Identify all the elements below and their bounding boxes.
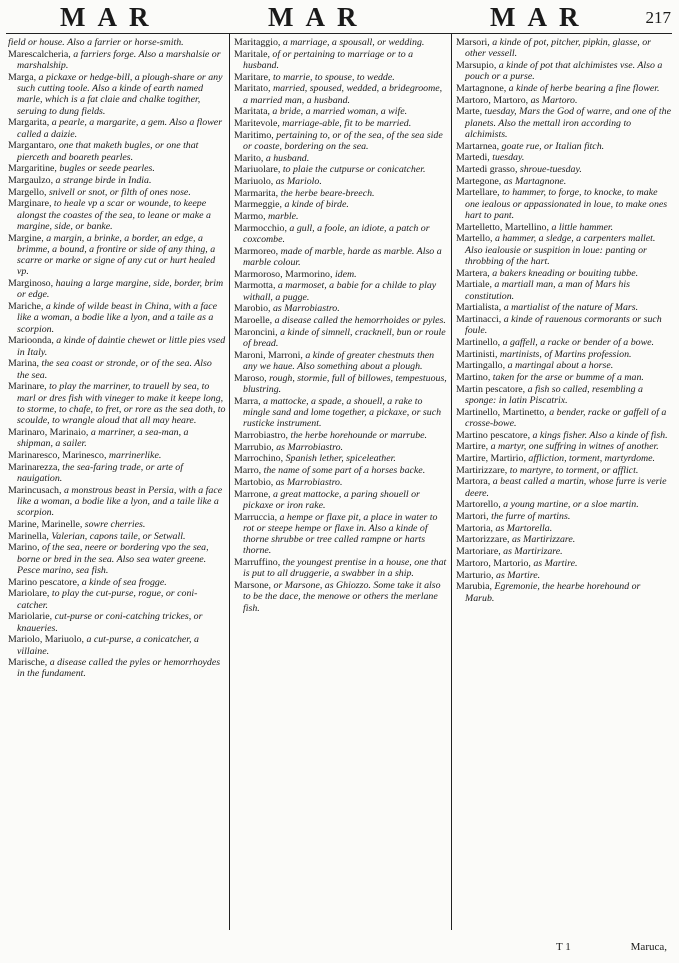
headword: Martino, — [456, 372, 491, 384]
dictionary-entry — [234, 199, 447, 210]
headword: Maroso, — [234, 372, 267, 384]
dictionary-entry — [456, 279, 672, 302]
dictionary-entry — [456, 523, 672, 534]
dictionary-entry — [234, 396, 447, 430]
definition: a marmoset, a babie for a childe to play withall, a pugge. — [243, 280, 437, 303]
definition: as Marrobiastro. — [275, 476, 343, 488]
definition: a martiall man, a man of Mars his constitution. — [465, 279, 630, 302]
headword: Martire, — [456, 441, 489, 453]
definition: a strange birde in India. — [55, 174, 152, 186]
definition: a bride, a married woman, a wife. — [272, 106, 408, 118]
dictionary-entry — [8, 450, 226, 461]
headword: Martingallo, — [456, 360, 506, 372]
headword: Margaulzo, — [8, 174, 54, 186]
dictionary-entry — [456, 546, 672, 557]
definition: a kinde of sea frogge. — [81, 576, 167, 588]
dictionary-entry — [8, 278, 226, 301]
definition: a kinde of wilde beast in China, with a face like a woman, a bodie like a lyon, and a taile as a scorpion. — [17, 301, 217, 335]
headword: Marginoso, — [8, 278, 54, 290]
dictionary-entry — [234, 188, 447, 199]
dictionary-entry — [456, 106, 672, 140]
headword: Martedi, — [456, 152, 490, 164]
headword: Marturio, — [456, 569, 494, 581]
definition: of the sea, neere or bordering vpo the sea, borne or bred in the sea. Also sea water greene. Pesce marino, sea fish. — [17, 542, 209, 576]
definition: hauing a large margine, side, border, brim or edge. — [17, 278, 224, 301]
headword: Marmotta, — [234, 280, 276, 292]
dictionary-entry — [234, 106, 447, 117]
dictionary-entry — [456, 164, 672, 175]
dictionary-entry — [456, 337, 672, 348]
headword: Marruffino, — [234, 557, 281, 569]
headword: Mariolarie, — [8, 611, 53, 623]
headword: Marmo, — [234, 211, 266, 223]
definition: a kinde of herbe bearing a fine flower. — [508, 82, 660, 94]
definition: Valerian, capons taile, or Setwall. — [51, 530, 186, 542]
definition: cut-purse or coni-catching trickes, or knaueries. — [17, 611, 203, 634]
headword: Marsone, — [234, 580, 272, 592]
headword: Marra, — [234, 395, 261, 407]
dictionary-entry — [8, 657, 226, 680]
definition: a beast called a martin, whose furre is verie deere. — [465, 476, 667, 499]
definition: the herbe horehounde or marrube. — [290, 430, 427, 442]
headword: Martoro, Martoro, — [456, 94, 529, 106]
definition: to hammer, to forge, to knocke, to make one iealous or appassionated in loue, to make ones hart to pant. — [465, 187, 668, 221]
headword: Marinarezza, — [8, 461, 60, 473]
headword: Maroelle, — [234, 315, 273, 327]
headword: Martori, — [456, 511, 489, 523]
dictionary-entry — [8, 634, 226, 657]
headword: Marinaresco, Marinesco, — [8, 449, 107, 461]
dictionary-entry — [234, 176, 447, 187]
headword: Marino pescatore, — [8, 576, 80, 588]
headword: Martirizzare, — [456, 464, 508, 476]
headword: Margaritine, — [8, 163, 57, 175]
dictionary-entry — [456, 534, 672, 545]
column-divider-2 — [451, 33, 452, 930]
dictionary-entry — [234, 164, 447, 175]
definition: a kinde of pot that alchimistes vse. Also a pouch or a purse. — [465, 59, 663, 83]
definition: as Martoro. — [530, 94, 578, 106]
dictionary-entry — [456, 187, 672, 221]
definition: a mattocke, a spade, a shouell, a rake to mingle sand and lome together, a pickaxe, or such rusticke instrument. — [243, 395, 442, 430]
dictionary-entry — [234, 350, 447, 373]
dictionary-entry — [234, 153, 447, 164]
headword: Martegone, — [456, 175, 502, 187]
headword: Marmoroso, Marmorino, — [234, 268, 333, 280]
definition: the sea coast or stronde, or of the sea. Also the sea. — [17, 358, 212, 381]
definition: tuesday. — [492, 152, 525, 164]
definition: a disease called the pyles or hemorrhoydes in the fundament. — [17, 657, 221, 680]
dictionary-entry — [456, 141, 672, 152]
definition: a bakers kneading or bouiting tubbe. — [492, 267, 639, 279]
definition: a great mattocke, a paring shouell or pickaxe or iron rake. — [243, 488, 420, 511]
dictionary-entry — [8, 49, 226, 72]
headword: Marinaro, Marinaio, — [8, 426, 89, 438]
dictionary-entry — [234, 83, 447, 106]
headword: Martellare, — [456, 187, 500, 199]
dictionary-entry — [456, 441, 672, 452]
dictionary-entry — [456, 60, 672, 83]
definition: field or house. Also a farrier or horse-smith. — [8, 37, 184, 48]
dictionary-entry — [8, 198, 226, 232]
headword: Martialista, — [456, 302, 502, 314]
dictionary-entry — [8, 37, 226, 48]
headword: Martinisti, — [456, 348, 498, 360]
headword: Maritimo, — [234, 129, 274, 141]
headword: Maritata, — [234, 106, 270, 118]
headword: Maritare, — [234, 71, 271, 83]
column-divider-1 — [229, 33, 230, 930]
headword: Margine, — [8, 232, 44, 244]
definition: Spanish lether, spiceleather. — [285, 453, 396, 465]
dictionary-entry — [234, 223, 447, 246]
dictionary-entry — [456, 314, 672, 337]
headword: Mariolo, Mariuolo, — [8, 634, 84, 646]
headword: Marobio, — [234, 303, 271, 315]
definition: a kinde of rauenous cormorants or such foule. — [465, 313, 662, 337]
dictionary-entry — [8, 301, 226, 335]
dictionary-entry — [234, 512, 447, 557]
definition: snivell or snot, or filth of ones nose. — [48, 186, 191, 198]
dictionary-entry — [234, 453, 447, 464]
dictionary-entry — [234, 49, 447, 72]
dictionary-entry — [8, 72, 226, 117]
dictionary-entry — [234, 315, 447, 326]
dictionary-entry — [234, 442, 447, 453]
definition: a kinde of pot, pitcher, pipkin, glasse, or other vessell. — [465, 37, 652, 60]
headword: Marrone, — [234, 488, 271, 500]
definition: a bender, racke or gaffell of a crosse-bowe. — [465, 406, 667, 429]
definition: as Martagnone. — [503, 175, 567, 187]
definition: a kinde of simnell, cracknell, bun or roule of bread. — [243, 326, 446, 350]
dictionary-entry — [234, 557, 447, 580]
definition: to heale vp a scar or wounde, to keepe alongst the coastes of the sea, to leane or make a margine, side, or banke. — [17, 198, 211, 232]
dictionary-entry — [234, 465, 447, 476]
headword: Martinello, Martinetto, — [456, 406, 547, 418]
dictionary-entry — [456, 37, 672, 60]
headword: Marito, — [234, 152, 264, 164]
header-rule — [6, 33, 672, 34]
dictionary-entry — [8, 163, 226, 174]
dictionary-entry — [456, 360, 672, 371]
definition: to play the cut-purse, rogue, or coni-catcher. — [17, 588, 198, 611]
dictionary-entry — [8, 542, 226, 576]
definition: a pearle, a margarite, a gem. Also a flower called a daizie. — [17, 117, 223, 140]
definition: a martialist of the nature of Mars. — [503, 302, 639, 314]
guide-word-right: MAR — [490, 2, 591, 32]
definition: a hammer, a sledge, a carpenters mallet. Also iealousie or suspition in loue: panting or throbbing of the hart. — [465, 233, 656, 267]
definition: a kinde of birde. — [284, 199, 349, 211]
dictionary-entry — [234, 373, 447, 396]
definition: as Martire. — [496, 569, 541, 581]
dictionary-entry — [456, 176, 672, 187]
headword: Martobio, — [234, 476, 274, 488]
headword: Marubia, — [456, 581, 492, 593]
dictionary-entry — [8, 611, 226, 634]
definition: a hempe or flaxe pit, a place in water to rot or steepe hempe or flaxe in. Also a kinde of thorne shrubbe or tree called rampne or harts thorne. — [243, 511, 438, 557]
headword: Martagnone, — [456, 82, 507, 94]
headword: Martera, — [456, 267, 490, 279]
dictionary-entry — [234, 489, 447, 512]
dictionary-entry — [234, 246, 447, 269]
headword: Marsupio, — [456, 59, 497, 71]
definition: of or pertaining to marriage or to a husband. — [243, 48, 414, 71]
headword: Maritale, — [234, 48, 270, 60]
definition: tuesday, Mars the God of warre, and one of the planets. Also the mettall iron according to alchimists. — [465, 106, 671, 140]
dictionary-entry — [456, 83, 672, 94]
headword: Marrubio, — [234, 441, 274, 453]
definition: a cut-purse, a conicatcher, a villaine. — [17, 634, 199, 657]
headword: Marescalcheria, — [8, 48, 71, 60]
headword: Maritevole, — [234, 118, 280, 130]
definition: to play the marriner, to trauell by sea, to marl or dres fish with vineger to make it keepe long, to storme, to chafe, to fret, or rore as the sea doth, to scoulde, to wrangle aloud that all may heare. — [17, 381, 226, 427]
definition: a young martine, or a sloe martin. — [503, 499, 639, 511]
definition: goate rue, or Italian fitch. — [501, 140, 605, 152]
definition: marriage-able, fit to be married. — [282, 118, 412, 130]
definition: or Marsone, as Ghiozzo. Some take it also to be the dace, the menowe or others the merlane fish. — [243, 580, 441, 614]
headword: Margantaro, — [8, 140, 57, 152]
dictionary-entry — [456, 511, 672, 522]
definition: a gaffell, a racke or bender of a bowe. — [502, 336, 655, 348]
dictionary-entry — [456, 95, 672, 106]
definition: taken for the arse or bumme of a man. — [492, 372, 644, 384]
headword: Martoriare, — [456, 546, 501, 558]
definition: affliction, torment, martyrdome. — [528, 453, 656, 465]
definition: a marriner, a sea-man, a shipman, a sailer. — [17, 426, 189, 450]
definition: the herbe beare-breech. — [280, 187, 375, 199]
definition: as Martire. — [533, 557, 578, 569]
dictionary-entry — [8, 233, 226, 278]
headword: Martello, — [456, 233, 493, 245]
definition: made of marble, harde as marble. Also a marble colour. — [243, 245, 442, 269]
dictionary-column-1 — [8, 37, 226, 933]
headword: Marro, — [234, 465, 262, 477]
definition: the sea-faring trade, or arte of nauigation. — [17, 461, 183, 484]
definition: idem. — [334, 268, 357, 280]
definition: sowre cherries. — [84, 518, 146, 530]
dictionary-column-3 — [456, 37, 672, 933]
dictionary-entry — [234, 72, 447, 83]
catchword: Maruca, — [630, 941, 667, 953]
headword: Marmarita, — [234, 187, 279, 199]
definition: as Mariolo. — [275, 176, 322, 188]
dictionary-entry — [456, 581, 672, 604]
dictionary-entry — [456, 430, 672, 441]
definition: a husband. — [265, 152, 310, 164]
headword: Martora, — [456, 476, 491, 488]
headword: Martinello, — [456, 336, 501, 348]
headword: Mariolare, — [8, 588, 50, 600]
headword: Martedi grasso, — [456, 164, 518, 175]
headword: Marsori, — [456, 37, 490, 48]
headword: Marine, Marinelle, — [8, 518, 83, 530]
headword: Martorizzare, — [456, 534, 510, 546]
headword: Margello, — [8, 186, 47, 198]
dictionary-entry — [8, 577, 226, 588]
dictionary-entry — [8, 358, 226, 381]
headword: Marische, — [8, 657, 48, 669]
dictionary-entry — [234, 327, 447, 350]
definition: the youngest prentise in a house, one that is put to all druggerie, a swabber in a ship. — [243, 557, 447, 580]
headword: Marmocchio, — [234, 222, 287, 234]
dictionary-column-2 — [234, 37, 447, 933]
dictionary-entry — [234, 269, 447, 280]
definition: a martyr, one suffring in witnes of another. — [490, 441, 659, 453]
dictionary-entry — [456, 152, 672, 163]
definition: a kinde of greater chestnuts then any we haue. Also something about a plough. — [243, 349, 435, 373]
definition: married, spoused, wedded, a bridegroome, a married man, a husband. — [243, 83, 443, 106]
definition: a margin, a brinke, a border, an edge, a brimme, a bound, a frontire or side of any thing, a scarre or marke or signe of any cut or hurt healed vp. — [17, 232, 216, 278]
dictionary-entry — [8, 588, 226, 611]
definition: the furre of martins. — [491, 511, 571, 523]
signature-mark: T 1 — [556, 941, 571, 953]
dictionary-entry — [456, 407, 672, 430]
dictionary-entry — [8, 187, 226, 198]
definition: bugles or seede pearles. — [59, 163, 155, 175]
headword: Marga, — [8, 71, 37, 83]
dictionary-entry — [8, 485, 226, 519]
headword: Martoria, — [456, 522, 494, 534]
headword: Marino, — [8, 542, 40, 554]
headword: Margarita, — [8, 117, 50, 129]
dictionary-entry — [456, 453, 672, 464]
dictionary-entry — [234, 130, 447, 153]
dictionary-entry — [8, 175, 226, 186]
dictionary-entry — [234, 477, 447, 488]
headword: Marrochino, — [234, 453, 284, 465]
definition: to martyre, to torment, or afflict. — [509, 464, 639, 476]
dictionary-entry — [234, 211, 447, 222]
definition: as Marrobiastro. — [276, 441, 343, 453]
headword: Marrobiastro, — [234, 430, 289, 442]
dictionary-entry — [456, 499, 672, 510]
headword: Marincusach, — [8, 484, 62, 496]
dictionary-entry — [456, 372, 672, 383]
definition: pertaining to, or of the sea, of the sea side or coaste, bordering on the sea. — [243, 129, 443, 153]
definition: to plaie the cutpurse or conicatcher. — [282, 164, 426, 176]
definition: as Martirizzare. — [511, 534, 576, 546]
dictionary-entry — [456, 268, 672, 279]
definition: one that maketh bugles, or one that pierceth and boareth pearles. — [17, 140, 199, 163]
dictionary-entry — [456, 349, 672, 360]
headword: Mariuolare, — [234, 164, 281, 176]
dictionary-entry — [8, 531, 226, 542]
dictionary-entry — [8, 519, 226, 530]
definition: shroue-tuesday. — [519, 164, 582, 175]
headword: Marginare, — [8, 198, 52, 210]
headword: Martire, Martirio, — [456, 453, 526, 465]
dictionary-entry — [456, 558, 672, 569]
dictionary-entry — [234, 303, 447, 314]
dictionary-entry — [8, 462, 226, 485]
dictionary-entry — [456, 465, 672, 476]
definition: the name of some part of a horses backe. — [263, 465, 426, 477]
definition: as Marrobiastro. — [272, 303, 340, 315]
dictionary-entry — [234, 580, 447, 614]
definition: a kings fisher. Also a kinde of fish. — [532, 429, 668, 441]
headword: Marruccia, — [234, 511, 278, 523]
dictionary-entry — [456, 233, 672, 267]
dictionary-entry — [8, 427, 226, 450]
dictionary-entry — [8, 335, 226, 358]
headword: Martin pescatore, — [456, 383, 526, 395]
guide-word-center: MAR — [268, 2, 369, 32]
definition: rough, stormie, full of billowes, tempestuous, blustring. — [243, 372, 447, 396]
headword: Martoro, Martorio, — [456, 557, 531, 569]
headword: Marinella, — [8, 530, 49, 542]
headword: Mariche, — [8, 301, 44, 313]
definition: martinists, of Martins profession. — [499, 348, 632, 360]
dictionary-entry — [234, 37, 447, 48]
dictionary-entry — [456, 384, 672, 407]
definition: a gull, a foole, an idiote, a patch or coxcombe. — [243, 222, 430, 246]
headword: Marinare, — [8, 381, 47, 393]
definition: a farriers forge. Also a marshalsie or marshalship. — [17, 48, 221, 71]
definition: marble. — [268, 211, 299, 223]
headword: Marina, — [8, 358, 39, 370]
guide-word-left: MAR — [60, 2, 161, 32]
headword: Martinacci, — [456, 313, 502, 325]
definition: a little hammer. — [551, 221, 614, 233]
headword: Martiale, — [456, 279, 492, 291]
dictionary-entry — [456, 476, 672, 499]
definition: a marriage, a spousall, or wedding. — [282, 37, 425, 48]
headword: Martarnea, — [456, 140, 500, 152]
dictionary-entry — [456, 570, 672, 581]
dictionary-entry — [8, 140, 226, 163]
headword: Marmoreo, — [234, 245, 279, 257]
definition: as Martirizare. — [503, 546, 563, 558]
dictionary-entry — [8, 381, 226, 426]
dictionary-entry — [456, 302, 672, 313]
dictionary-entry — [234, 430, 447, 441]
definition: marrinerlike. — [108, 449, 162, 461]
headword: Marmeggie, — [234, 199, 282, 211]
definition: as Martorella. — [495, 522, 553, 534]
dictionary-entry — [234, 118, 447, 129]
definition: a monstrous beast in Persia, with a face like a woman, a bodie like a lyon, and a taile like a scorpion. — [17, 484, 223, 519]
headword: Maroncini, — [234, 326, 278, 338]
definition: a pickaxe or hedge-bill, a plough-share or any such cutting toole. Also a kinde of earth named marle, which is a fat claie and chalke togither, seruing to dung fields. — [17, 71, 223, 117]
definition: to marrie, to spouse, to wedde. — [272, 71, 395, 83]
dictionary-entry — [8, 117, 226, 140]
headword: Marioonda, — [8, 335, 54, 347]
headword: Martino pescatore, — [456, 429, 531, 441]
headword: Martorello, — [456, 499, 501, 511]
definition: a disease called the hemorrhoides or pyles. — [274, 315, 446, 327]
dictionary-entry — [456, 222, 672, 233]
definition: a martingal about a horse. — [507, 360, 614, 372]
page-footer — [0, 941, 679, 959]
running-header — [0, 2, 679, 32]
headword: Maritato, — [234, 83, 271, 95]
definition: Egremonie, the hearbe horehound or Marub. — [465, 581, 641, 604]
definition: a kinde of daintie chewet or little pies vsed in Italy. — [17, 335, 226, 358]
dictionary-entry — [234, 280, 447, 303]
page-number: 217 — [645, 8, 671, 27]
definition: a fish so called, resembling a sponge: in latin Piscatrix. — [465, 383, 643, 407]
headword: Maroni, Marroni, — [234, 349, 303, 361]
headword: Mariuolo, — [234, 176, 274, 188]
headword: Maritaggio, — [234, 37, 281, 48]
headword: Martelletto, Martellino, — [456, 221, 549, 233]
headword: Marte, — [456, 106, 483, 118]
